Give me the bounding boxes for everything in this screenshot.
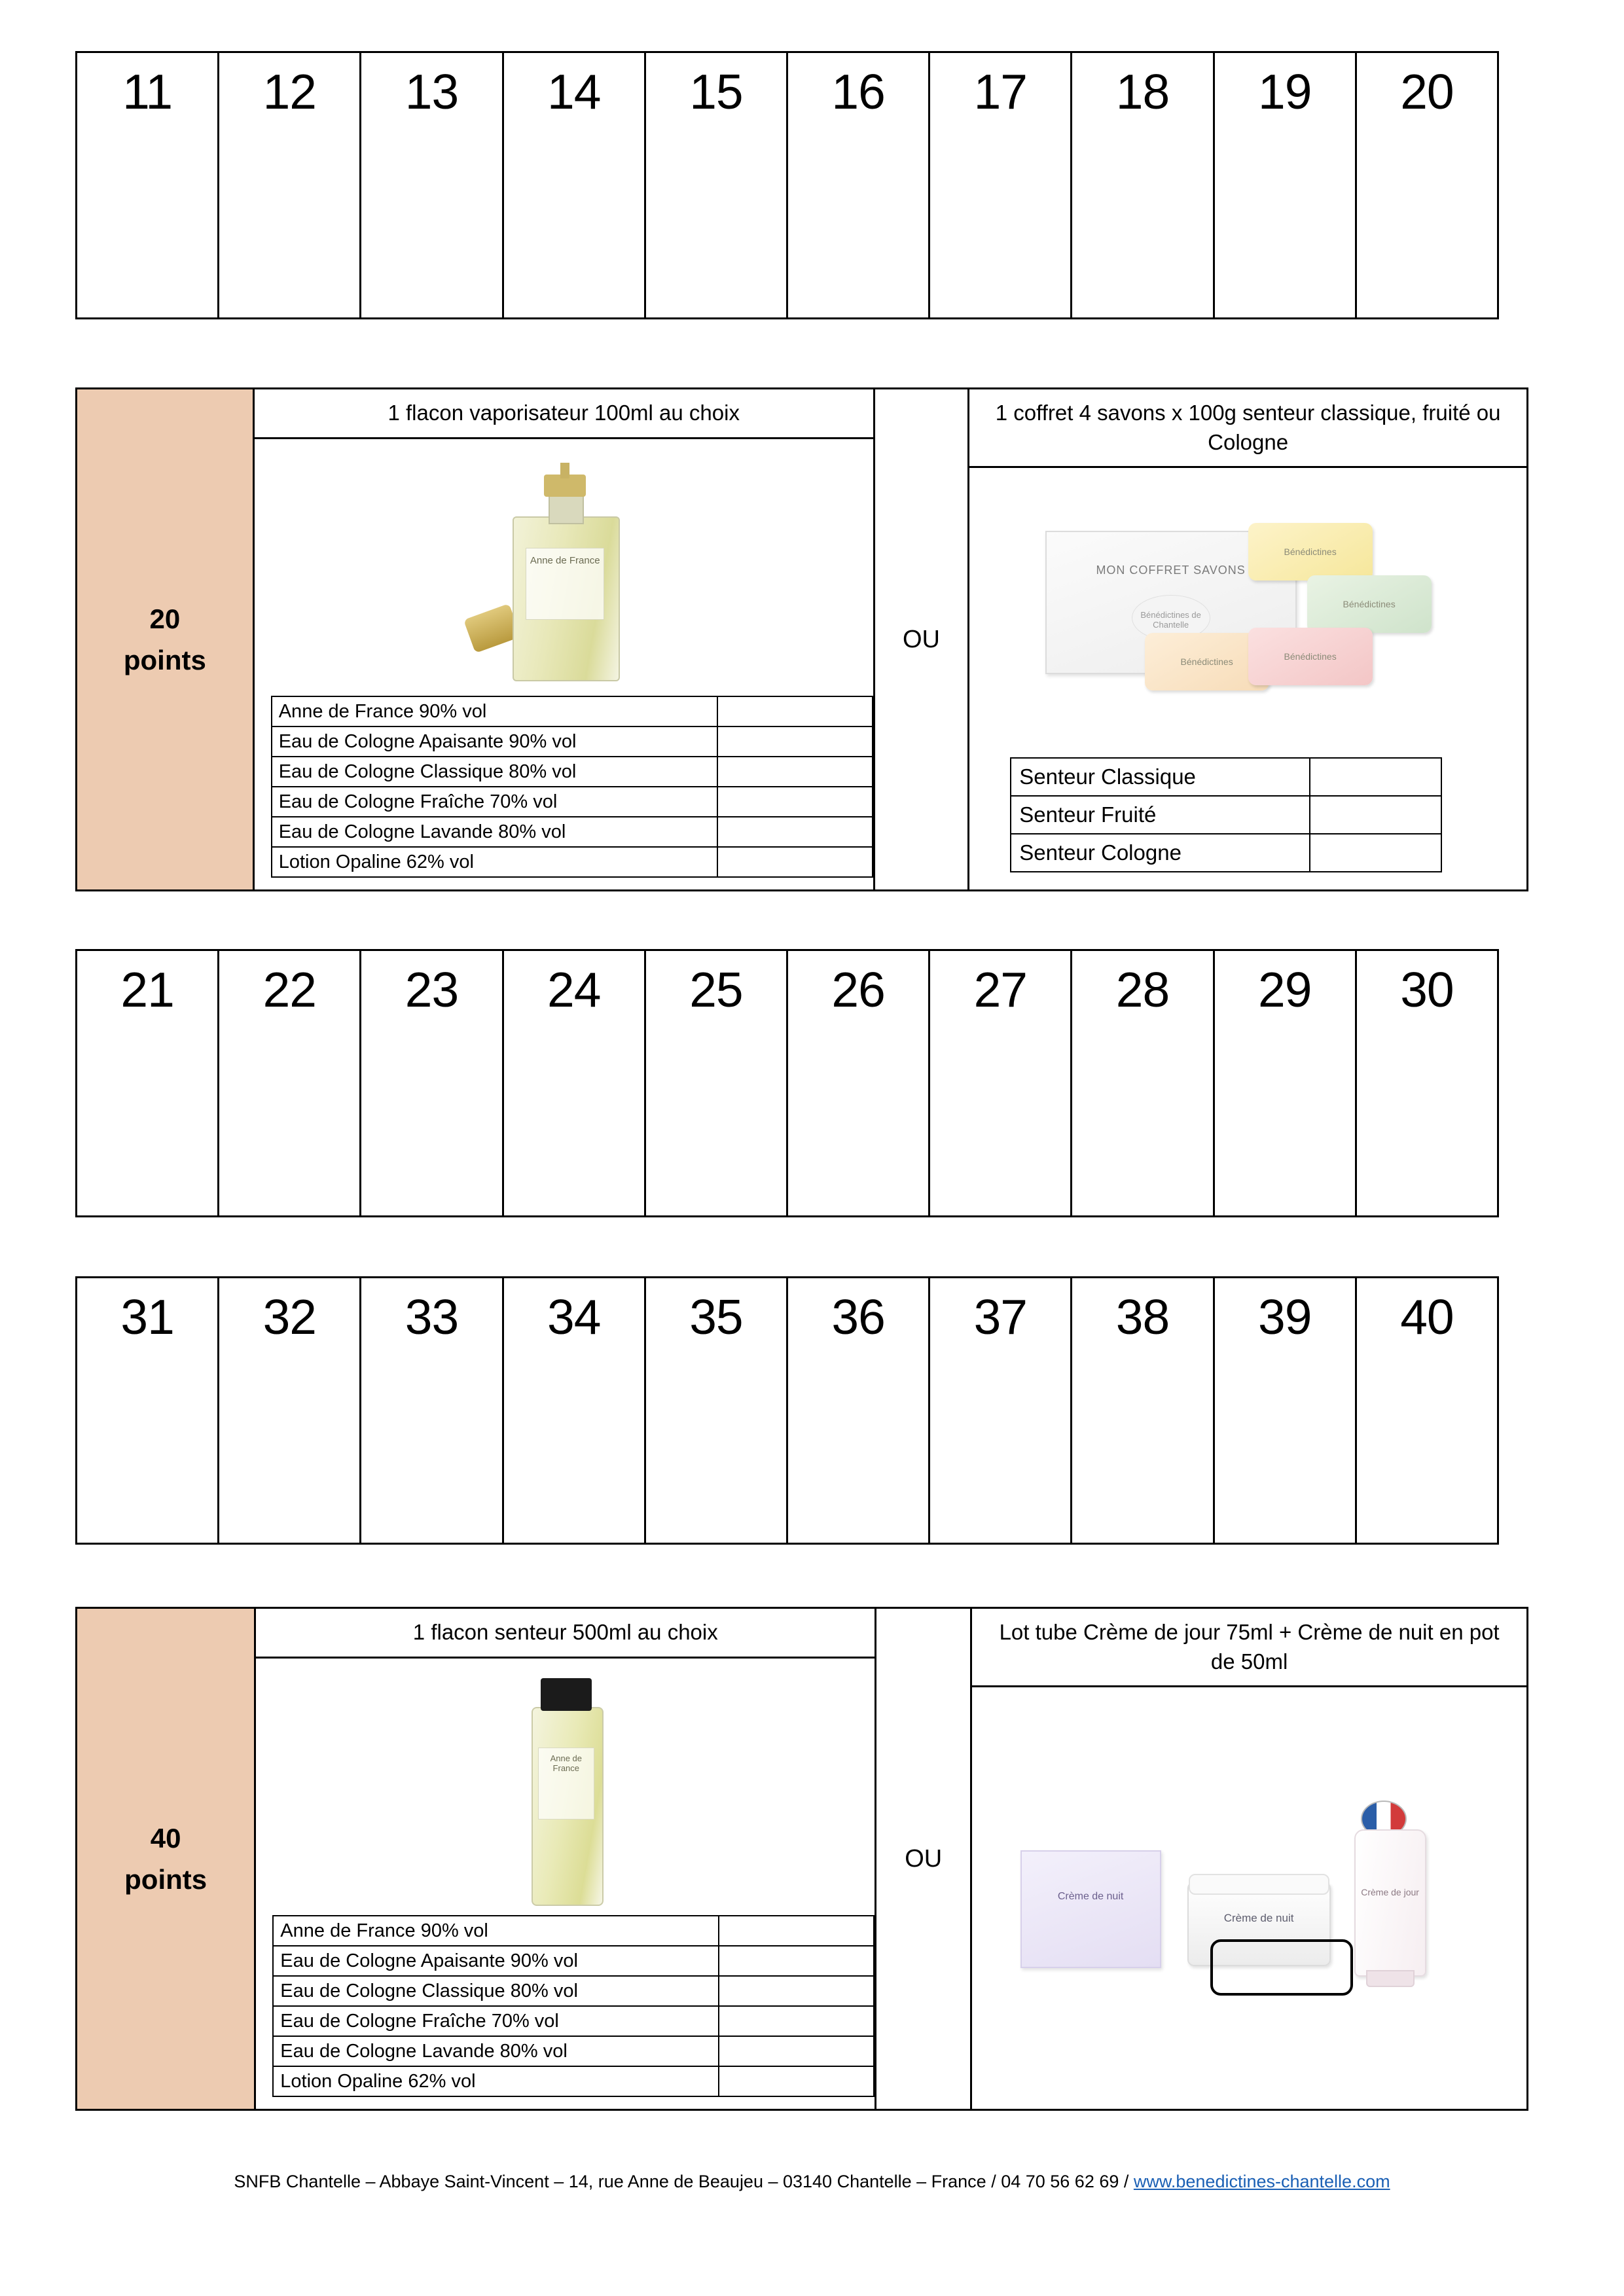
number-cell[interactable] bbox=[219, 53, 361, 317]
number-label: 17 bbox=[973, 64, 1028, 119]
option-label: Eau de Cologne Apaisante 90% vol bbox=[272, 726, 717, 757]
number-label: 14 bbox=[547, 64, 601, 119]
number-label: 12 bbox=[262, 64, 317, 119]
option-label: Anne de France 90% vol bbox=[272, 696, 717, 726]
number-label: 30 bbox=[1400, 962, 1454, 1017]
number-cell[interactable] bbox=[646, 53, 788, 317]
product-image-spray-bottle bbox=[255, 439, 873, 696]
number-cell[interactable] bbox=[504, 53, 646, 317]
number-cell[interactable] bbox=[1215, 53, 1357, 317]
option-right-body bbox=[972, 1687, 1526, 2109]
number-cell[interactable] bbox=[788, 951, 930, 1215]
option-checkbox-cell[interactable] bbox=[719, 1946, 874, 1976]
bottle-label: Anne de France bbox=[538, 1748, 594, 1820]
option-checkbox-cell[interactable] bbox=[717, 847, 873, 877]
number-cell[interactable] bbox=[646, 1278, 788, 1543]
number-cell[interactable] bbox=[788, 53, 930, 317]
soap-label: Bénédictines bbox=[1180, 656, 1233, 668]
option-checkbox-cell[interactable] bbox=[1310, 796, 1441, 834]
number-cell[interactable] bbox=[1072, 1278, 1214, 1543]
option-left-bottle-500 bbox=[256, 1609, 876, 2109]
number-label: 11 bbox=[122, 64, 173, 119]
option-label: Eau de Cologne Apaisante 90% vol bbox=[273, 1946, 719, 1976]
number-label: 26 bbox=[831, 962, 885, 1017]
option-left-body bbox=[256, 1659, 875, 2109]
option-checkbox-cell[interactable] bbox=[717, 696, 873, 726]
number-cell[interactable] bbox=[77, 1278, 219, 1543]
number-label: 28 bbox=[1115, 962, 1170, 1017]
number-cell[interactable] bbox=[930, 1278, 1072, 1543]
option-right-creams bbox=[972, 1609, 1526, 2109]
soap-box-text: MON COFFRET SAVONS bbox=[1096, 564, 1246, 577]
table-row[interactable] bbox=[1011, 796, 1441, 834]
option-right-title: Lot tube Crème de jour 75ml + Crème de nuit en pot de 50ml bbox=[972, 1609, 1526, 1687]
soap-bar-green bbox=[1307, 575, 1432, 633]
number-cell[interactable] bbox=[1215, 1278, 1357, 1543]
option-checkbox-cream-set[interactable] bbox=[1210, 1939, 1353, 1996]
number-cell[interactable] bbox=[361, 951, 503, 1215]
number-label: 38 bbox=[1115, 1289, 1170, 1344]
table-row[interactable] bbox=[272, 757, 873, 787]
table-row[interactable] bbox=[1011, 834, 1441, 872]
number-label: 24 bbox=[547, 962, 601, 1017]
number-cell[interactable] bbox=[646, 951, 788, 1215]
number-cell[interactable] bbox=[1072, 53, 1214, 317]
table-row[interactable] bbox=[273, 1946, 874, 1976]
option-checkbox-cell[interactable] bbox=[1310, 834, 1441, 872]
number-label: 31 bbox=[120, 1289, 174, 1344]
number-label: 22 bbox=[262, 962, 317, 1017]
number-cell[interactable] bbox=[930, 951, 1072, 1215]
table-row[interactable] bbox=[273, 1976, 874, 2006]
option-label: Lotion Opaline 62% vol bbox=[272, 847, 717, 877]
option-label: Eau de Cologne Fraîche 70% vol bbox=[273, 2006, 719, 2036]
cream-box: Crème de nuit bbox=[1020, 1850, 1161, 1968]
number-grid-21-30 bbox=[75, 949, 1499, 1217]
number-cell[interactable] bbox=[1215, 951, 1357, 1215]
option-label: Senteur Cologne bbox=[1011, 834, 1310, 872]
table-row[interactable] bbox=[1011, 758, 1441, 796]
option-left-title: 1 flacon vaporisateur 100ml au choix bbox=[255, 389, 873, 439]
page-footer bbox=[0, 2172, 1624, 2192]
number-cell[interactable] bbox=[77, 951, 219, 1215]
option-label: Senteur Classique bbox=[1011, 758, 1310, 796]
table-row[interactable] bbox=[272, 726, 873, 757]
table-row[interactable] bbox=[272, 787, 873, 817]
table-row[interactable] bbox=[273, 2006, 874, 2036]
choice-table-20-spray bbox=[271, 696, 873, 878]
option-checkbox-cell[interactable] bbox=[717, 787, 873, 817]
table-row[interactable] bbox=[273, 2036, 874, 2066]
number-label: 18 bbox=[1115, 64, 1170, 119]
option-checkbox-cell[interactable] bbox=[719, 2066, 874, 2096]
number-label: 20 bbox=[1400, 64, 1454, 119]
or-label: OU bbox=[902, 625, 940, 653]
points-column bbox=[77, 1609, 256, 2109]
points-value: 40 bbox=[150, 1823, 181, 1854]
option-right-soaps bbox=[969, 389, 1526, 889]
option-right-title: 1 coffret 4 savons x 100g senteur classique, fruité ou Cologne bbox=[969, 389, 1526, 468]
option-checkbox-cell[interactable] bbox=[719, 1976, 874, 2006]
footer-website-link[interactable]: www.benedictines-chantelle.com bbox=[1133, 2172, 1390, 2191]
bottle-stem bbox=[560, 463, 569, 478]
or-separator-40 bbox=[876, 1609, 972, 2109]
soap-box-emblem: Bénédictines de Chantelle bbox=[1132, 595, 1210, 641]
number-label: 34 bbox=[547, 1289, 601, 1344]
table-row[interactable] bbox=[273, 1916, 874, 1946]
number-label: 13 bbox=[405, 64, 459, 119]
number-cell[interactable] bbox=[77, 53, 219, 317]
product-image-cream-set bbox=[972, 1687, 1526, 2109]
option-checkbox-cell[interactable] bbox=[719, 2006, 874, 2036]
bottle-neck bbox=[549, 494, 584, 524]
soap-label: Bénédictines bbox=[1284, 651, 1337, 662]
number-label: 25 bbox=[689, 962, 743, 1017]
number-label: 21 bbox=[120, 962, 174, 1017]
number-cell[interactable] bbox=[1072, 951, 1214, 1215]
jar-text: Crème de nuit bbox=[1223, 1912, 1294, 1925]
number-label: 32 bbox=[262, 1289, 317, 1344]
option-checkbox-cell[interactable] bbox=[1310, 758, 1441, 796]
soap-bar-yellow bbox=[1248, 523, 1373, 581]
soap-label: Bénédictines bbox=[1284, 547, 1337, 558]
number-label: 16 bbox=[831, 64, 885, 119]
number-cell[interactable] bbox=[361, 53, 503, 317]
option-label: Anne de France 90% vol bbox=[273, 1916, 719, 1946]
tube-cap bbox=[1366, 1970, 1415, 1987]
number-label: 15 bbox=[689, 64, 743, 119]
number-cell[interactable] bbox=[504, 951, 646, 1215]
points-column bbox=[77, 389, 255, 889]
option-label: Eau de Cologne Fraîche 70% vol bbox=[272, 787, 717, 817]
or-separator-20 bbox=[875, 389, 970, 889]
number-cell[interactable] bbox=[219, 1278, 361, 1543]
or-label: OU bbox=[905, 1844, 943, 1873]
number-cell[interactable] bbox=[788, 1278, 930, 1543]
table-row[interactable] bbox=[272, 847, 873, 877]
number-label: 27 bbox=[973, 962, 1028, 1017]
choice-table-40-bottle bbox=[272, 1915, 875, 2097]
number-label: 35 bbox=[689, 1289, 743, 1344]
option-label: Eau de Cologne Lavande 80% vol bbox=[273, 2036, 719, 2066]
points-value: 20 bbox=[149, 603, 181, 634]
option-left-body bbox=[255, 439, 873, 889]
number-grid-31-40 bbox=[75, 1276, 1499, 1545]
number-cell[interactable] bbox=[361, 1278, 503, 1543]
footer-text: SNFB Chantelle – Abbaye Saint-Vincent – 14, rue Anne de Beaujeu – 03140 Chantelle – France / 04 70 56 62 69 / bbox=[234, 2172, 1134, 2191]
points-label: points bbox=[124, 1864, 208, 1895]
option-checkbox-cell[interactable] bbox=[717, 817, 873, 847]
table-row[interactable] bbox=[272, 696, 873, 726]
option-checkbox-cell[interactable] bbox=[719, 2036, 874, 2066]
option-checkbox-cell[interactable] bbox=[717, 726, 873, 757]
number-cell[interactable] bbox=[930, 53, 1072, 317]
option-label: Eau de Cologne Classique 80% vol bbox=[272, 757, 717, 787]
number-cell[interactable] bbox=[504, 1278, 646, 1543]
choice-table-20-soaps bbox=[1010, 757, 1442, 872]
soap-bar-pink bbox=[1248, 628, 1373, 685]
number-label: 40 bbox=[1400, 1289, 1454, 1344]
soap-label: Bénédictines bbox=[1343, 599, 1396, 610]
number-label: 29 bbox=[1258, 962, 1312, 1017]
jar-lid bbox=[1189, 1874, 1329, 1895]
option-checkbox-cell[interactable] bbox=[719, 1916, 874, 1946]
number-cell[interactable] bbox=[1357, 1278, 1497, 1543]
option-label: Lotion Opaline 62% vol bbox=[273, 2066, 719, 2096]
reward-block-20-points bbox=[75, 387, 1528, 891]
cream-tube: Crème de jour bbox=[1354, 1829, 1426, 1977]
number-label: 36 bbox=[831, 1289, 885, 1344]
number-label: 37 bbox=[973, 1289, 1028, 1344]
reward-block-40-points bbox=[75, 1607, 1528, 2111]
table-row[interactable] bbox=[273, 2066, 874, 2096]
option-left-spray bbox=[255, 389, 875, 889]
option-left-title: 1 flacon senteur 500ml au choix bbox=[256, 1609, 875, 1659]
table-row[interactable] bbox=[272, 817, 873, 847]
number-label: 23 bbox=[405, 962, 459, 1017]
option-label: Eau de Cologne Classique 80% vol bbox=[273, 1976, 719, 2006]
number-cell[interactable] bbox=[1357, 53, 1497, 317]
bottle-cap bbox=[541, 1678, 592, 1711]
option-label: Eau de Cologne Lavande 80% vol bbox=[272, 817, 717, 847]
number-grid-11-20 bbox=[75, 51, 1499, 319]
number-label: 19 bbox=[1258, 64, 1312, 119]
bottle-label: Anne de France bbox=[526, 548, 604, 620]
option-checkbox-cell[interactable] bbox=[717, 757, 873, 787]
number-label: 39 bbox=[1258, 1289, 1312, 1344]
number-label: 33 bbox=[405, 1289, 459, 1344]
product-image-tall-bottle bbox=[256, 1659, 875, 1915]
product-image-soap-set bbox=[969, 468, 1526, 757]
option-label: Senteur Fruité bbox=[1011, 796, 1310, 834]
option-right-body bbox=[969, 468, 1526, 889]
points-label: points bbox=[123, 645, 206, 675]
number-cell[interactable] bbox=[219, 951, 361, 1215]
number-cell[interactable] bbox=[1357, 951, 1497, 1215]
